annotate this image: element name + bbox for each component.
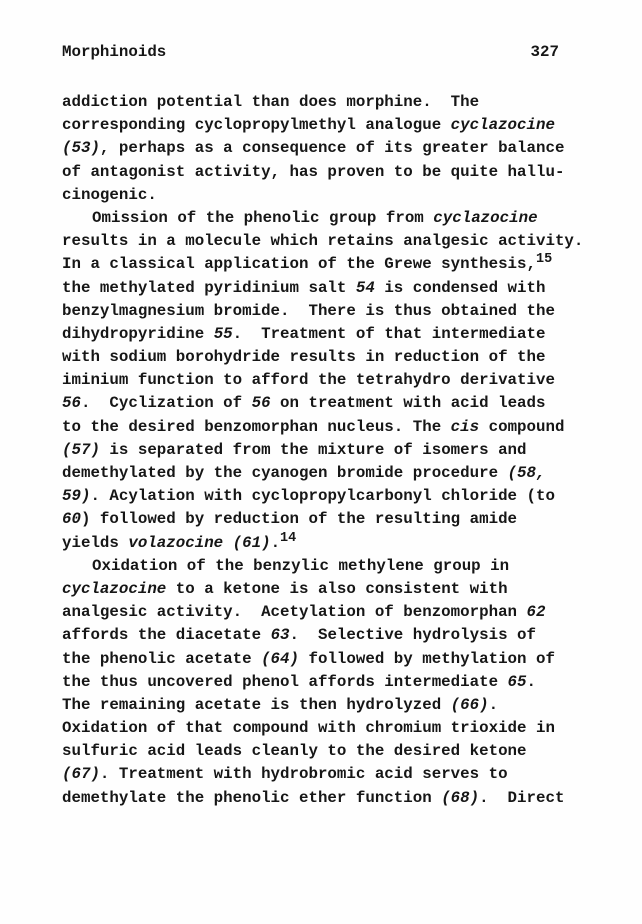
text-segment: The remaining acetate is then hydrolyzed — [62, 695, 451, 714]
text-line — [62, 671, 607, 694]
text-segment: yields — [62, 533, 129, 552]
text-line — [62, 137, 607, 160]
text-segment: . — [526, 672, 536, 691]
body-text — [62, 91, 607, 810]
text-line — [62, 91, 607, 114]
italic-text: cyclazocine — [450, 116, 555, 135]
superscript-reference: 14 — [280, 530, 297, 546]
italic-text: 59) — [62, 487, 91, 506]
italic-text: (66) — [450, 695, 489, 714]
text-line — [62, 555, 607, 578]
text-segment: , perhaps as a consequence of its greater balance — [99, 139, 565, 158]
text-line — [62, 392, 607, 415]
text-segment: affords the diacetate — [62, 626, 271, 645]
text-segment: demethylate the phenolic ether function — [62, 788, 442, 807]
italic-text: volazocine — [128, 533, 224, 552]
italic-text: (58, — [507, 464, 546, 482]
text-line — [62, 230, 607, 253]
italic-text: (61) — [232, 533, 271, 552]
text-line — [62, 207, 607, 230]
text-segment: Oxidation of the benzylic methylene group in — [92, 556, 510, 575]
text-line — [62, 578, 607, 601]
text-segment: sulfuric acid leads cleanly to the desired ketone — [62, 742, 527, 761]
text-segment: In a classical application of the Grewe synthesis, — [62, 255, 536, 274]
text-line — [62, 462, 607, 485]
text-line — [62, 694, 607, 717]
text-line — [62, 323, 607, 346]
text-segment: Oxidation of that compound with chromium trioxide in — [62, 719, 555, 738]
text-segment: Omission of the phenolic group from — [92, 208, 434, 227]
text-segment: to the desired benzomorphan nucleus. The — [62, 417, 451, 436]
text-segment: results in a molecule which retains analgesic activity. — [62, 232, 584, 251]
italic-text: (67) — [62, 765, 100, 784]
text-line — [62, 624, 607, 647]
italic-text: 65 — [507, 672, 527, 691]
text-line — [62, 346, 607, 369]
text-line — [62, 601, 607, 624]
running-title: Morphinoids — [62, 43, 167, 61]
text-segment: the thus uncovered phenol affords intermediate — [62, 672, 508, 691]
text-segment: the phenolic acetate — [62, 649, 262, 668]
text-segment: addiction potential than does morphine. The — [62, 93, 480, 111]
text-segment: is separated from the mixture of isomers and — [99, 440, 527, 459]
text-segment: on treatment with acid leads — [270, 394, 546, 413]
text-segment: . — [488, 695, 499, 714]
text-segment: dihydropyridine — [62, 324, 214, 343]
text-segment: compound — [479, 417, 565, 436]
text-segment: followed by methylation of — [299, 649, 555, 668]
italic-text: cyclazocine — [62, 579, 167, 598]
text-segment: benzylmagnesium bromide. There is thus obtained the — [62, 301, 555, 320]
text-segment: . Direct — [479, 788, 565, 807]
italic-text: cis — [450, 417, 480, 436]
text-segment: ) followed by reduction of the resulting amide — [80, 510, 518, 529]
italic-text: (57) — [62, 440, 100, 459]
text-line — [62, 763, 607, 786]
text-line — [62, 369, 607, 392]
text-line — [62, 439, 607, 462]
text-line — [62, 300, 607, 323]
text-line — [62, 508, 607, 531]
text-line — [62, 740, 607, 763]
italic-text: 56 — [62, 394, 81, 413]
text-segment: analgesic activity. Acetylation of benzomorphan — [62, 603, 527, 622]
text-line — [62, 277, 607, 300]
italic-text: 63 — [270, 626, 290, 645]
italic-text: (53) — [62, 139, 100, 158]
superscript-reference: 15 — [535, 252, 553, 268]
text-line — [62, 648, 607, 671]
italic-text: cyclazocine — [433, 208, 538, 227]
text-line — [62, 161, 607, 184]
text-segment: with sodium borohydride results in reduction of the — [62, 348, 546, 367]
page-number: 327 — [530, 43, 559, 61]
text-line — [62, 184, 607, 207]
text-line — [62, 253, 607, 276]
italic-text: (68) — [441, 788, 480, 807]
text-segment: to a ketone is also consistent with — [166, 579, 508, 598]
text-segment: cinogenic. — [62, 185, 157, 204]
text-segment: corresponding cyclopropylmethyl analogue — [62, 116, 451, 135]
text-line — [62, 717, 607, 740]
italic-text: 54 — [355, 278, 375, 297]
text-segment: . Acylation with cyclopropylcarbonyl chloride (to — [90, 487, 555, 506]
italic-text: 55 — [213, 324, 233, 343]
page-header — [62, 43, 559, 62]
text-segment: . Selective hydrolysis of — [289, 626, 537, 645]
text-segment: the methylated pyridinium salt — [62, 278, 356, 297]
italic-text: 62 — [526, 603, 546, 622]
text-line — [62, 114, 607, 137]
text-line — [62, 787, 607, 810]
text-segment: demethylated by the cyanogen bromide procedure — [62, 464, 508, 482]
text-segment: iminium function to afford the tetrahydro derivative — [62, 371, 555, 390]
text-segment — [223, 534, 232, 552]
text-segment: . Treatment of that intermediate — [232, 324, 546, 343]
text-segment: . Cyclization of — [80, 394, 252, 413]
italic-text: 56 — [251, 394, 271, 413]
text-line — [62, 416, 607, 439]
text-segment: is condensed with — [374, 278, 546, 297]
italic-text: 60 — [62, 510, 81, 529]
italic-text: (64) — [261, 649, 299, 668]
text-segment: of antagonist activity, has proven to be quite hallu- — [62, 162, 565, 181]
text-segment: . — [270, 533, 281, 552]
text-segment: . Treatment with hydrobromic acid serves to — [99, 765, 508, 784]
text-line — [62, 532, 607, 555]
text-line — [62, 485, 607, 508]
